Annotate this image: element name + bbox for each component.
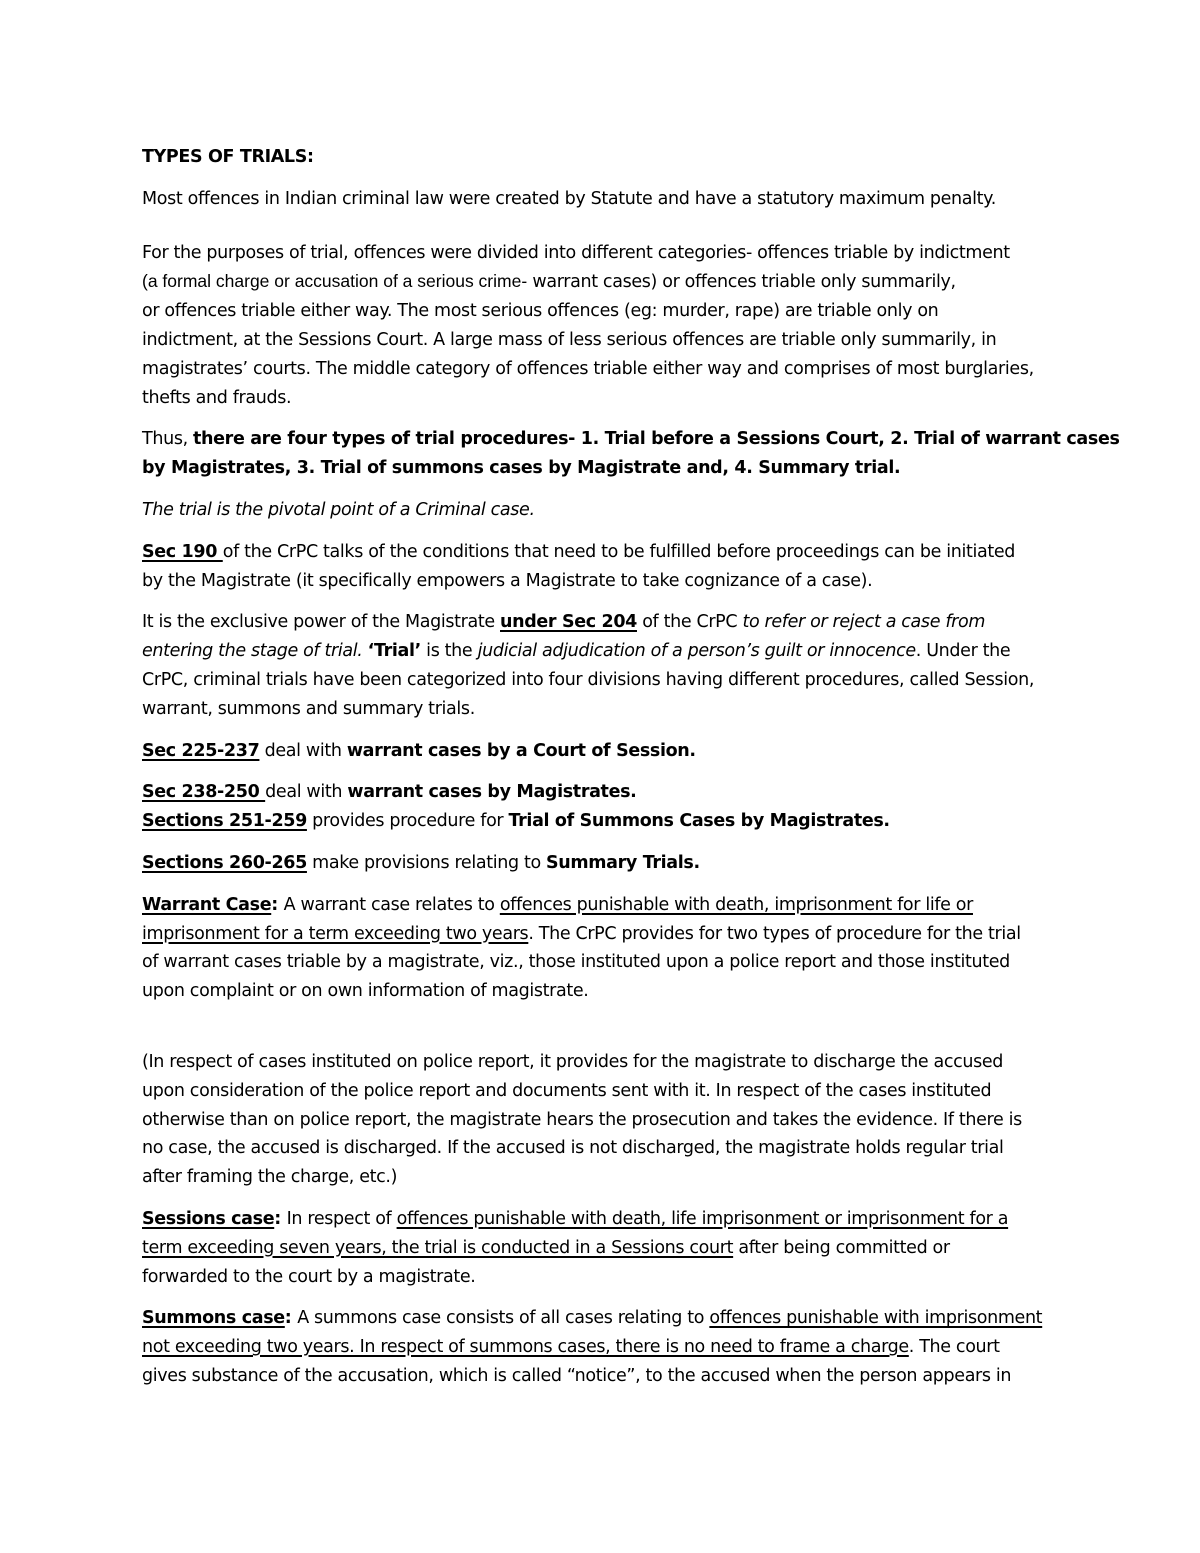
page-title: TYPES OF TRIALS: xyxy=(142,147,314,167)
four-types-paragraph: Thus, there are four types of trial procedures- 1. Trial before a Sessions Court, 2. Trial of warrant cases by Magistrates, 3. Trial of summons cases by Magistrate and, 4. Summary trial. xyxy=(142,429,1120,479)
pivotal-point-paragraph: The trial is the pivotal point of a Criminal case. xyxy=(142,499,535,520)
section-reference: Sec 238-250 xyxy=(142,782,266,803)
document-body xyxy=(142,143,1120,1391)
section-reference: Sections 251-259 xyxy=(142,811,307,832)
sessions-case-paragraph: Sessions case: In respect of offences punishable with death, life imprisonment or imprisonment for a term exceeding seven years, the trial is conducted in a Sessions court after being committed or forwarded to the court by a magistrate. xyxy=(142,1208,1009,1287)
term-heading: Sessions case xyxy=(142,1208,275,1229)
sec-238-250-paragraph: Sec 238-250 deal with warrant cases by Magistrates. xyxy=(142,782,637,803)
section-reference: Sec 225-237 xyxy=(142,740,260,761)
term-heading: Summons case xyxy=(142,1308,285,1329)
warrant-case-paragraph: Warrant Case: A warrant case relates to offences punishable with death, imprisonment for life or imprisonment for a term exceeding two years. The CrPC provides for two types of procedure for the trial of warrant cases triable by a magistrate, viz., those instituted upon a police report and those instituted upon complaint or on own information of magistrate. xyxy=(142,894,1021,1002)
sec-260-265-paragraph: Sections 260-265 make provisions relating to Summary Trials. xyxy=(142,852,700,873)
term-heading: Warrant Case xyxy=(142,894,272,915)
sec-190-paragraph: Sec 190 of the CrPC talks of the conditions that need to be fulfilled before proceedings can be initiated by the Magistrate (it specifically empowers a Magistrate to take cognizance of a case). xyxy=(142,541,1016,591)
sec-225-237-paragraph: Sec 225-237 deal with warrant cases by a Court of Session. xyxy=(142,740,696,761)
intro-paragraph: Most offences in Indian criminal law were created by Statute and have a statutory maximum penalty. xyxy=(142,188,996,209)
sec-204-paragraph: It is the exclusive power of the Magistrate under Sec 204 of the CrPC to refer or reject a case from entering the stage of trial. ‘Trial’ is the judicial adjudication of a person’s guilt or innocence. Under the CrPC, criminal trials have been categorized into four divisions having different procedures, called Session, warrant, summons and summary trials. xyxy=(142,612,1035,719)
trial-categories-paragraph: For the purposes of trial, offences were divided into different categories- offences triable by indictment (a formal charge or accusation of a serious crime- warrant cases) or offences triable only summarily, or offences triable either way. The most serious offences (eg: murder, rape) are triable only on indictment, at the Sessions Court. A large mass of less serious offences are triable only summarily, in magistrates’ courts. The middle category of offences triable either way and comprises of most burglaries, thefts and frauds. xyxy=(142,242,1034,408)
police-report-paragraph: (In respect of cases instituted on police report, it provides for the magistrate to discharge the accused upon consideration of the police report and documents sent with it. In respect of the cases instituted otherwise than on police report, the magistrate hears the prosecution and takes the evidence. If there is no case, the accused is discharged. If the accused is not discharged, the magistrate holds regular trial after framing the charge, etc.) xyxy=(142,1051,1022,1188)
section-reference: Sec 190 xyxy=(142,541,223,562)
sec-251-259-paragraph: Sections 251-259 provides procedure for Trial of Summons Cases by Magistrates. xyxy=(142,811,890,832)
section-reference: Sections 260-265 xyxy=(142,852,307,873)
section-reference: under Sec 204 xyxy=(500,612,637,633)
summons-case-paragraph: Summons case: A summons case consists of all cases relating to offences punishable with imprisonment not exceeding two years. In respect of summons cases, there is no need to frame a charge. The court gives substance of the accusation, which is called “notice”, to the accused when the person appears in xyxy=(142,1308,1043,1386)
